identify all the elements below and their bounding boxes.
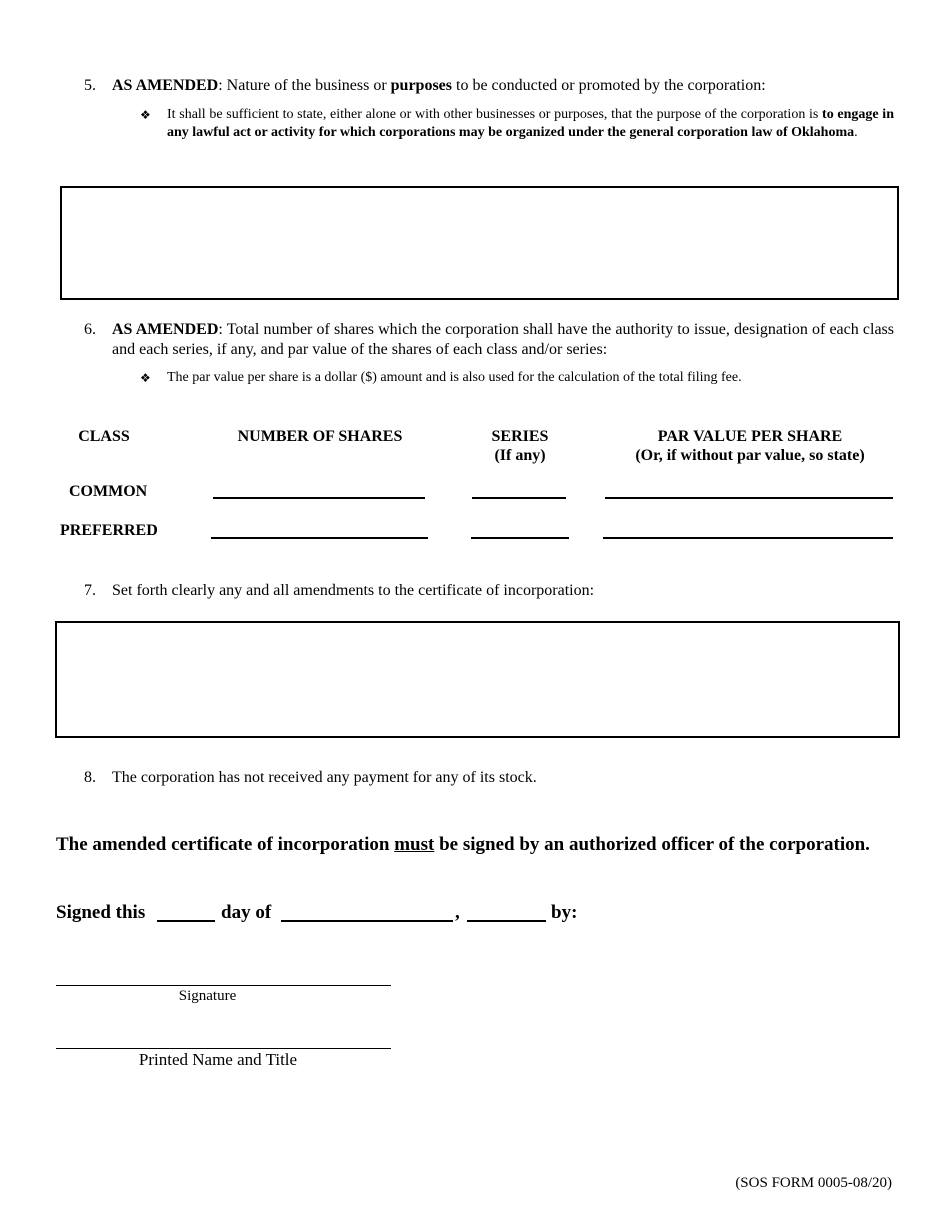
day-field[interactable] [157,920,215,922]
printed-name-title-label: Printed Name and Title [138,1050,298,1069]
header-number-of-shares: NUMBER OF SHARES [237,428,403,445]
item-5-bold-lead: AS AMENDED [112,77,219,94]
month-field[interactable] [281,920,453,922]
item-5-number: 5. [84,77,96,94]
item-5 [84,76,894,100]
item-6-text: AS AMENDED: Total number of shares which the corporation shall have the authority to issue, designation of each class and each series, if any, and par value of the shares of each class and/or series: [112,321,894,358]
diamond-bullet-icon: ❖ [140,371,151,385]
preferred-series-field[interactable] [471,537,569,539]
printed-name-title-field[interactable] [56,1048,391,1049]
item-8 [84,768,894,790]
header-par-value: PAR VALUE PER SHARE (Or, if without par value, so state) [635,428,865,464]
signature-notice: The amended certificate of incorporation must be signed by an authorized officer of the corporation. [56,834,870,855]
common-number-field[interactable] [213,497,425,499]
form-id: (SOS FORM 0005-08/20) [735,1175,892,1191]
common-par-field[interactable] [605,497,893,499]
item-5-bullet-text: It shall be sufficient to state, either alone or with other businesses or purposes, that the purpose of the corporation is to engage in any lawful act or activity for which corporations may be organized under the general corporation law of Oklahoma. [167,107,894,140]
signature-field[interactable] [56,985,391,986]
year-field[interactable] [467,920,546,922]
item-7-text: Set forth clearly any and all amendments to the certificate of incorporation: [112,582,595,599]
item-7 [84,581,894,603]
row-label-preferred: PREFERRED [60,522,158,539]
signed-this-label: Signed this [56,902,146,923]
purpose-field[interactable] [60,186,899,300]
item-6-bullet-text: The par value per share is a dollar ($) amount and is also used for the calculation of the total filing fee. [167,370,742,385]
item-8-number: 8. [84,769,96,786]
day-of-label: day of [221,902,272,923]
item-8-text: The corporation has not received any payment for any of its stock. [112,769,537,786]
item-7-number: 7. [84,582,96,599]
preferred-number-field[interactable] [211,537,428,539]
preferred-par-field[interactable] [603,537,893,539]
item-6 [84,320,894,364]
diamond-bullet-icon: ❖ [140,108,151,122]
signature-label: Signature [178,988,237,1004]
common-series-field[interactable] [472,497,566,499]
item-6-bold-lead: AS AMENDED [112,321,219,338]
item-6-number: 6. [84,321,96,338]
by-label: by: [551,902,578,923]
must-emphasis: must [394,834,435,855]
item-6-bullet [140,369,894,389]
item-5-bullet [140,106,894,162]
header-class: CLASS [78,428,130,445]
amendments-field[interactable] [55,621,900,738]
row-label-common: COMMON [69,483,148,500]
item-5-text: AS AMENDED: Nature of the business or purposes to be conducted or promoted by the corporation: [112,77,766,94]
comma: , [455,902,460,923]
header-series: SERIES (If any) [491,428,549,464]
